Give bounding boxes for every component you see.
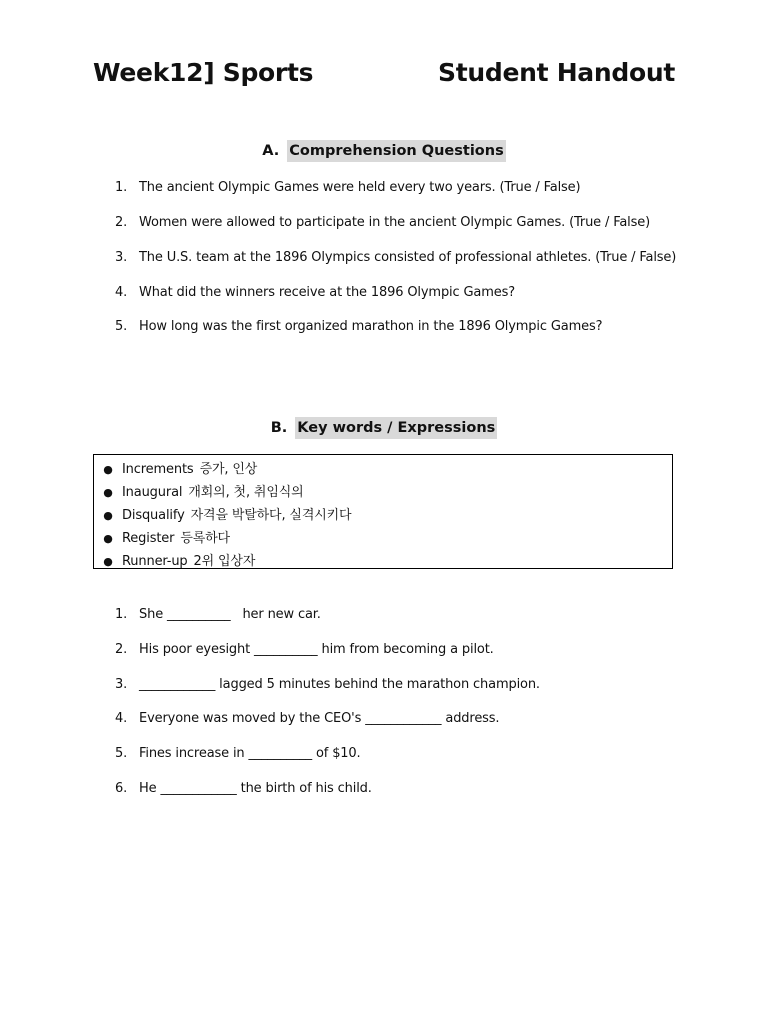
question-number: 1. [115,607,128,622]
question-text: She __________ her new car. [139,607,321,622]
bullet-icon: ● [103,463,113,476]
keyword-word: Inaugural [122,485,183,500]
question-number: 5. [115,746,128,761]
section-b-title: Key words / Expressions [295,417,497,439]
section-a-title: Comprehension Questions [287,140,505,162]
section-a-heading [0,143,768,159]
question-text: His poor eyesight __________ him from becoming a pilot. [139,642,494,657]
keyword-word: Runner-up [122,554,188,569]
bullet-icon: ● [103,555,113,568]
question-text: What did the winners receive at the 1896 Olympic Games? [139,285,515,300]
fill-in-question [115,607,321,622]
keyword-item [94,550,255,569]
keyword-meaning: 증가, 인상 [199,462,258,477]
handout-type-title: Student Handout [438,58,675,87]
question-number: 2. [115,642,128,657]
question-text: Fines increase in __________ of $10. [139,746,361,761]
question-text: How long was the first organized marathon in the 1896 Olympic Games? [139,319,603,334]
keyword-item [94,527,230,546]
keyword-meaning: 개회의, 첫, 취임식의 [188,485,304,500]
comprehension-question [115,180,580,195]
section-b-letter: B. [270,420,288,436]
comprehension-question [115,215,650,230]
keyword-meaning: 자격을 박탈하다, 실격시키다 [190,508,352,523]
keyword-item [94,481,304,500]
fill-in-question [115,781,372,796]
bullet-icon: ● [103,486,113,499]
bullet-icon: ● [103,532,113,545]
question-number: 6. [115,781,128,796]
question-text: Women were allowed to participate in the ancient Olympic Games. (True / False) [139,215,651,230]
question-text: ____________ lagged 5 minutes behind the marathon champion. [139,677,540,692]
question-number: 4. [115,285,128,300]
question-text: The U.S. team at the 1896 Olympics consisted of professional athletes. (True / False) [139,250,677,265]
question-number: 1. [115,180,128,195]
fill-in-question [115,677,540,692]
keyword-word: Register [122,531,175,546]
question-text: He ____________ the birth of his child. [139,781,372,796]
fill-in-question [115,711,499,726]
fill-in-question [115,746,361,761]
question-number: 3. [115,250,128,265]
question-number: 5. [115,319,128,334]
section-a-letter: A. [262,143,280,159]
handout-week-title: Week12] Sports [93,58,314,87]
comprehension-question [115,319,602,334]
question-number: 3. [115,677,128,692]
comprehension-question [115,250,676,265]
question-number: 2. [115,215,128,230]
fill-in-question [115,642,494,657]
keyword-item [94,504,351,523]
bullet-icon: ● [103,509,113,522]
keyword-meaning: 2위 입상자 [193,554,256,569]
keyword-word: Increments [122,462,194,477]
keyword-meaning: 등록하다 [180,531,230,546]
comprehension-question [115,285,515,300]
question-number: 4. [115,711,128,726]
question-text: The ancient Olympic Games were held every two years. (True / False) [139,180,581,195]
keyword-word: Disqualify [122,508,185,523]
keywords-box [93,454,673,569]
question-text: Everyone was moved by the CEO's ____________ address. [139,711,500,726]
section-b-heading [0,420,768,436]
keyword-item [94,458,257,477]
